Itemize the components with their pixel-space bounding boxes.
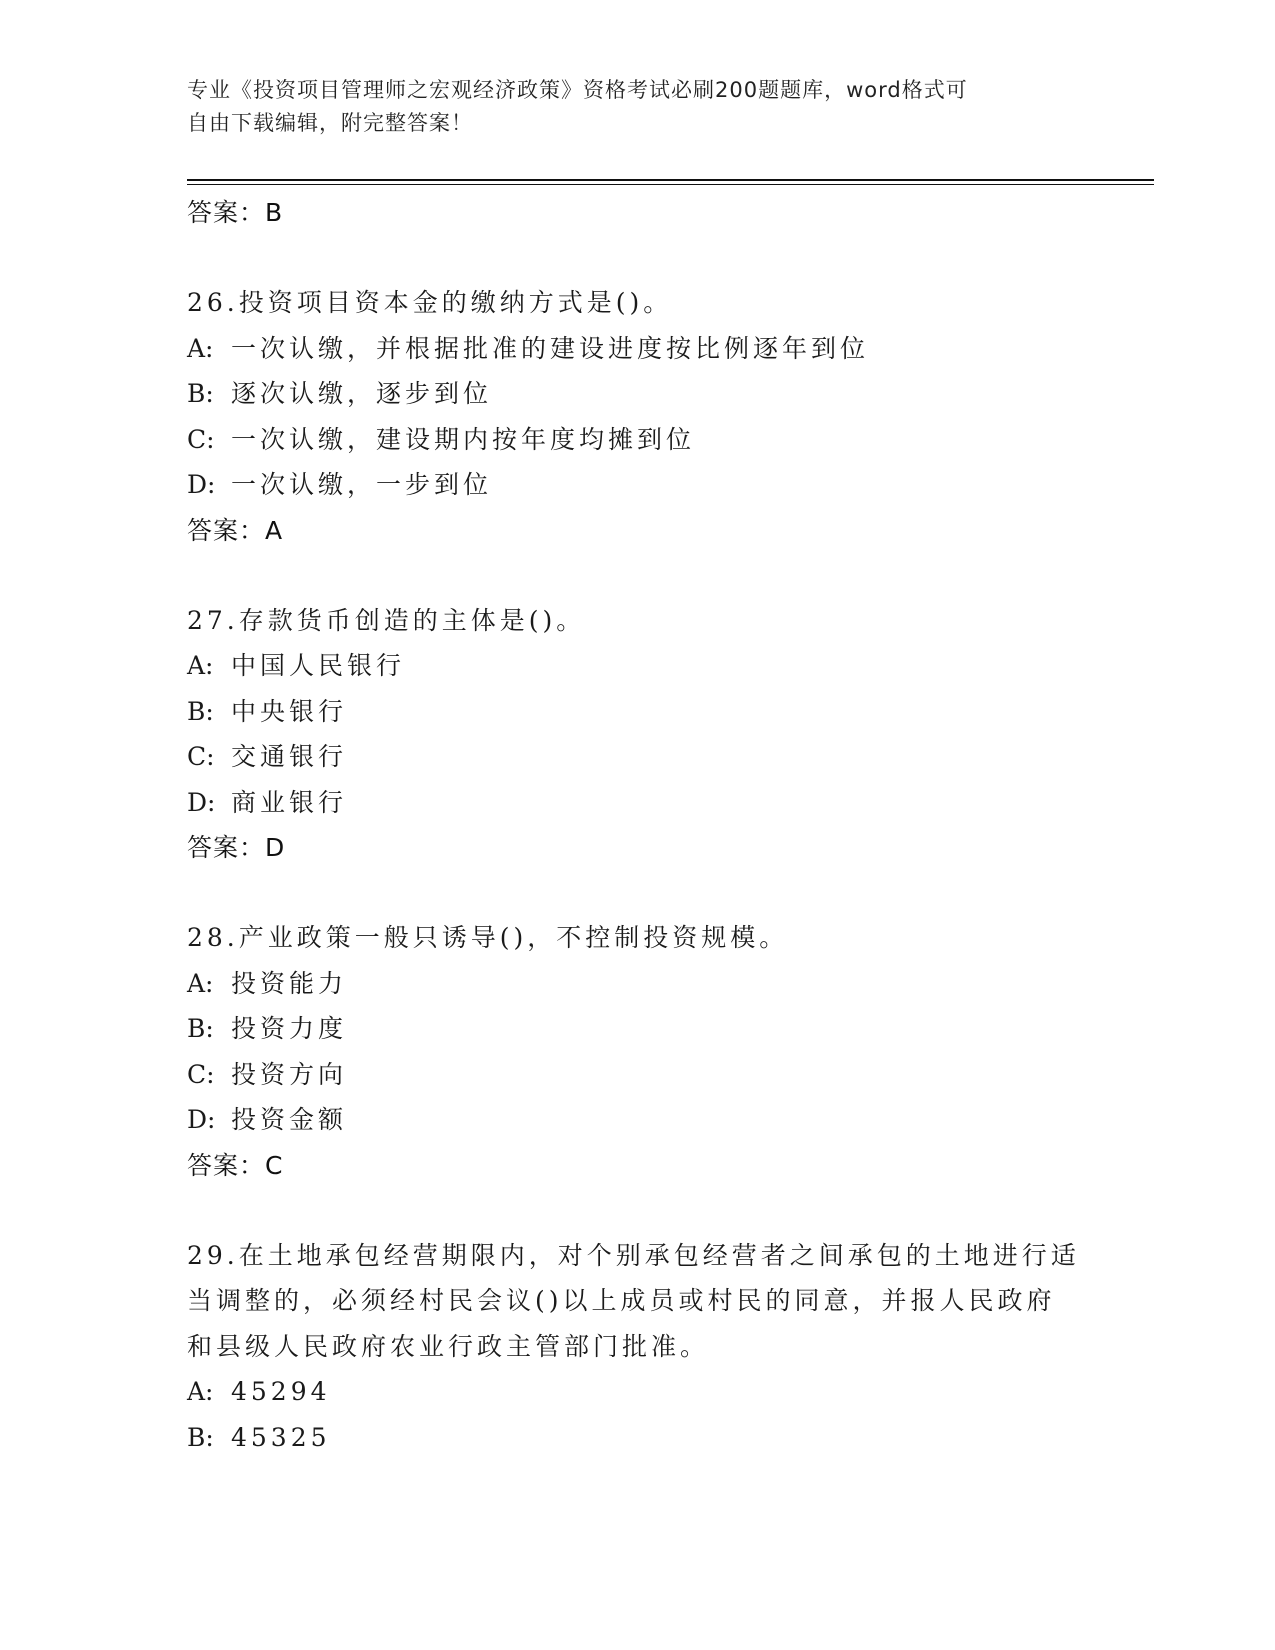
option-letter: B: bbox=[187, 696, 214, 726]
option-text: 一次认缴，一步到位 bbox=[231, 470, 493, 499]
question-stem-line: 当调整的，必须经村民会议()以上成员或村民的同意，并报人民政府 bbox=[187, 1286, 1056, 1315]
option-b bbox=[187, 1415, 1087, 1461]
option-a bbox=[187, 1369, 1087, 1415]
option-text: 投资方向 bbox=[231, 1059, 348, 1089]
option-letter: D: bbox=[187, 787, 216, 817]
option-text: 投资力度 bbox=[231, 1014, 348, 1043]
document-header bbox=[187, 74, 1067, 140]
answer-line: 答案：A bbox=[187, 515, 284, 545]
option-letter: B: bbox=[187, 379, 214, 408]
question-stem-line: 29.在土地承包经营期限内，对个别承包经营者之间承包的土地进行适 bbox=[187, 1240, 1080, 1270]
option-d bbox=[187, 780, 1087, 826]
option-d bbox=[187, 462, 1087, 508]
question-list bbox=[187, 190, 1087, 1460]
question-block bbox=[187, 598, 1087, 871]
option-c bbox=[187, 417, 1087, 463]
question-stem bbox=[187, 598, 1087, 644]
option-letter: A: bbox=[187, 651, 214, 680]
option-text: 投资能力 bbox=[231, 968, 348, 998]
option-text: 逐次认缴，逐步到位 bbox=[231, 379, 493, 408]
option-letter: A: bbox=[187, 1377, 214, 1406]
header-line-1: 专业《投资项目管理师之宏观经济政策》资格考试必刷200题题库，word格式可 bbox=[187, 78, 968, 102]
option-text: 中央银行 bbox=[231, 696, 348, 726]
question-block bbox=[187, 1233, 1087, 1461]
question-block bbox=[187, 280, 1087, 553]
option-letter: A: bbox=[187, 968, 214, 998]
option-a bbox=[187, 961, 1087, 1007]
option-d bbox=[187, 1097, 1087, 1143]
answer-line: 答案：C bbox=[187, 1150, 284, 1180]
option-letter: A: bbox=[187, 333, 214, 363]
question-stem-line: 和县级人民政府农业行政主管部门批准。 bbox=[187, 1331, 710, 1361]
option-text: 交通银行 bbox=[231, 742, 348, 771]
option-a bbox=[187, 326, 1087, 372]
option-text: 一次认缴，建设期内按年度均摊到位 bbox=[231, 424, 696, 454]
question-block bbox=[187, 915, 1087, 1188]
option-letter: B: bbox=[187, 1422, 214, 1452]
question-stem bbox=[187, 1233, 1087, 1370]
option-text: 投资金额 bbox=[231, 1105, 348, 1134]
option-b bbox=[187, 689, 1087, 735]
question-stem bbox=[187, 280, 1087, 326]
question-stem-line: 28.产业政策一般只诱导()，不控制投资规模。 bbox=[187, 923, 789, 952]
option-letter: B: bbox=[187, 1014, 214, 1043]
option-letter: C: bbox=[187, 1059, 215, 1089]
header-line-2: 自由下载编辑，附完整答案！ bbox=[187, 111, 473, 135]
option-text: 45325 bbox=[231, 1422, 331, 1452]
option-c bbox=[187, 1052, 1087, 1098]
previous-answer: 答案：B bbox=[187, 198, 284, 227]
option-letter: D: bbox=[187, 1105, 216, 1134]
option-b bbox=[187, 1006, 1087, 1052]
option-text: 商业银行 bbox=[231, 787, 348, 817]
header-divider-top bbox=[187, 179, 1154, 181]
question-stem bbox=[187, 915, 1087, 961]
option-text: 一次认缴，并根据批准的建设进度按比例逐年到位 bbox=[231, 333, 870, 363]
option-letter: D: bbox=[187, 470, 216, 499]
option-letter: C: bbox=[187, 424, 215, 454]
option-text: 中国人民银行 bbox=[231, 651, 406, 680]
answer-line: 答案：D bbox=[187, 833, 286, 862]
option-text: 45294 bbox=[231, 1377, 331, 1406]
option-c bbox=[187, 734, 1087, 780]
question-stem-line: 26.投资项目资本金的缴纳方式是()。 bbox=[187, 288, 673, 317]
option-a bbox=[187, 643, 1087, 689]
option-b bbox=[187, 371, 1087, 417]
header-divider-bottom bbox=[187, 184, 1154, 185]
question-stem-line: 27.存款货币创造的主体是()。 bbox=[187, 605, 586, 635]
option-letter: C: bbox=[187, 742, 215, 771]
